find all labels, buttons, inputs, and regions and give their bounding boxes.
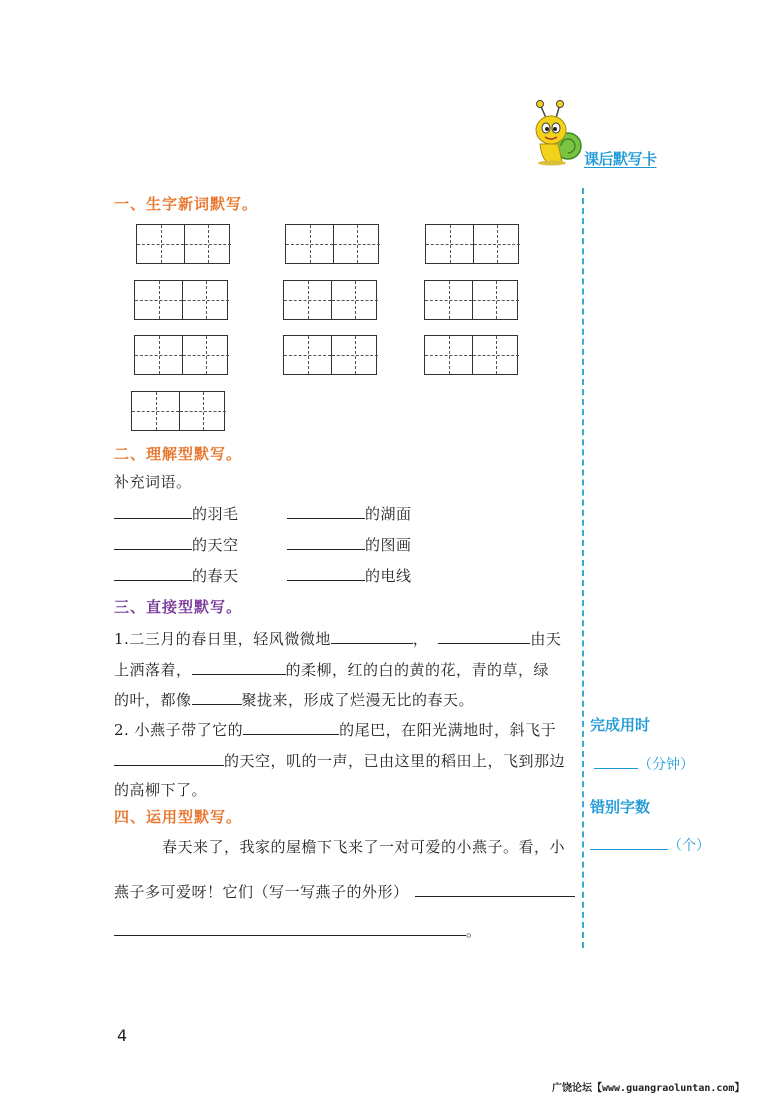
section-2-title: 二、理解型默写。 (114, 445, 243, 463)
completion-time-label: 完成用时 (590, 716, 651, 734)
answer-blank[interactable] (287, 565, 365, 581)
answer-blank[interactable] (415, 881, 575, 897)
fill-item: 的羽毛 (114, 503, 239, 524)
passage-line: 。 (114, 920, 482, 941)
writing-grid[interactable] (136, 224, 230, 264)
fill-item: 的湖面 (287, 503, 412, 524)
section-3-title: 三、直接型默写。 (114, 598, 243, 616)
fill-item: 的电线 (287, 565, 412, 586)
answer-blank[interactable] (243, 719, 339, 735)
answer-blank[interactable] (114, 750, 224, 766)
writing-grid[interactable] (285, 224, 379, 264)
section-1-title: 一、生字新词默写。 (114, 195, 259, 213)
passage-line: 的叶，都像 聚拢来，形成了烂漫无比的春天。 (114, 691, 475, 709)
passage-line: 上洒落着， 的柔柳，红的白的黄的花，青的草，绿 (114, 661, 550, 679)
passage-line: 燕子多可爱呀！它们（写一写燕子的外形） (114, 881, 575, 902)
writing-grid[interactable] (283, 280, 377, 320)
answer-blank[interactable] (114, 503, 192, 519)
passage-line: 春天来了，我家的屋檐下飞来了一对可爱的小燕子。看，小 (162, 838, 566, 856)
section-4-title: 四、运用型默写。 (114, 808, 243, 826)
writing-grid[interactable] (425, 224, 519, 264)
writing-grid[interactable] (424, 280, 518, 320)
fill-item: 的春天 (114, 565, 239, 586)
answer-blank[interactable] (114, 920, 466, 936)
answer-blank[interactable] (114, 565, 192, 581)
passage-line: 1.二三月的春日里，轻风微微地 ， 由天 (114, 630, 562, 648)
writing-grid[interactable] (134, 335, 228, 375)
passage-line: 的天空，叽的一声，已由这里的稻田上，飞到那边 (114, 750, 565, 771)
answer-blank[interactable] (331, 628, 413, 644)
completion-time-field: （分钟） (594, 754, 694, 774)
snail-mascot-icon (526, 100, 582, 166)
answer-blank[interactable] (287, 503, 365, 519)
writing-grid[interactable] (134, 280, 228, 320)
answer-blank[interactable] (438, 628, 530, 644)
time-blank[interactable] (594, 754, 638, 769)
section-2-instruction: 补充词语。 (114, 473, 192, 491)
card-title: 课后默写卡 (584, 150, 657, 168)
error-count-field: （个） (590, 835, 710, 855)
fill-item: 的图画 (287, 534, 412, 555)
passage-line: 的高柳下了。 (114, 781, 208, 799)
answer-blank[interactable] (114, 534, 192, 550)
answer-blank[interactable] (287, 534, 365, 550)
divider-line (582, 188, 584, 948)
answer-blank[interactable] (192, 689, 242, 705)
passage-line: 2. 小燕子带了它的 的尾巴，在阳光满地时，斜飞于 (114, 721, 557, 739)
error-blank[interactable] (590, 835, 668, 850)
writing-grid[interactable] (424, 335, 518, 375)
writing-grid[interactable] (131, 391, 225, 431)
page-number: 4 (117, 1026, 128, 1045)
writing-grid[interactable] (283, 335, 377, 375)
error-count-label: 错别字数 (590, 798, 651, 816)
answer-blank[interactable] (192, 659, 286, 675)
footer-credit: 广饶论坛【www.guangraoluntan.com】 (552, 1083, 745, 1094)
fill-item: 的天空 (114, 534, 239, 555)
